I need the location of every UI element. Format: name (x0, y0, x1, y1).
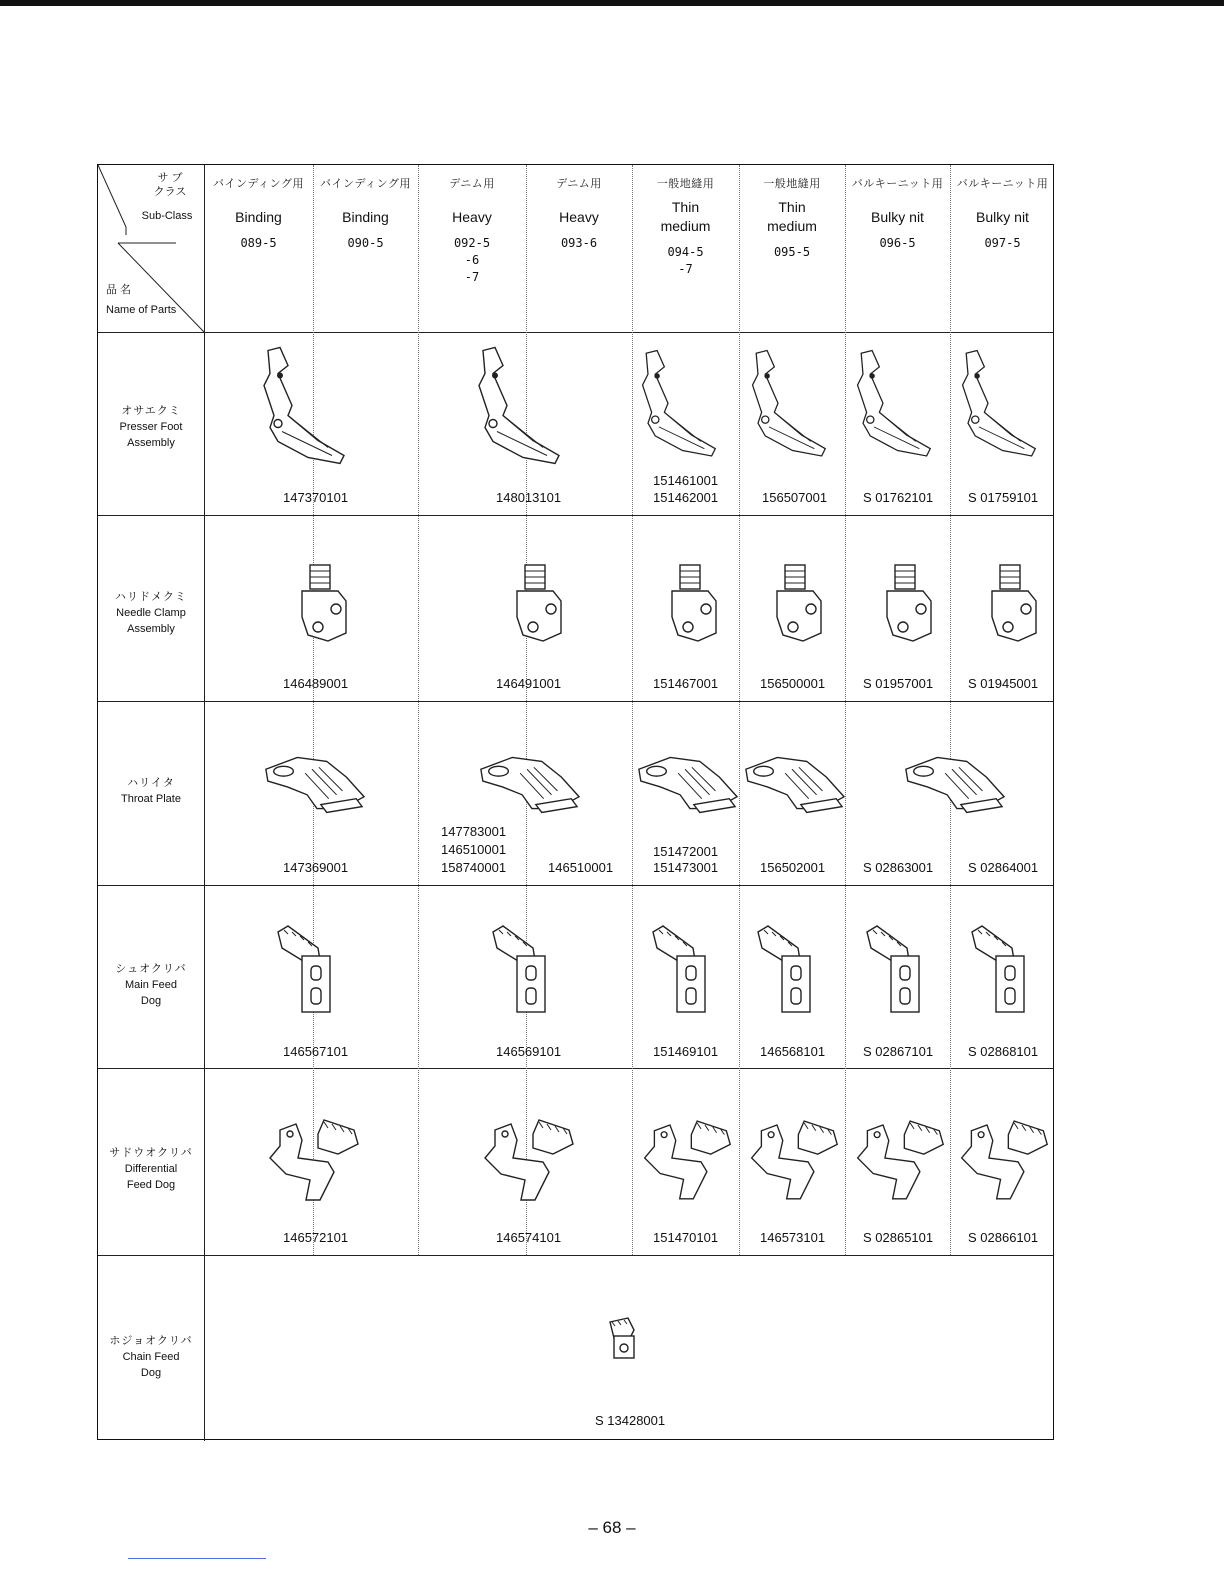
part-number: 151473001 (653, 860, 719, 875)
column-model: 097-5 (984, 236, 1021, 250)
column-divider (950, 165, 951, 1255)
differential-feed-dog-illustration (258, 1110, 366, 1206)
part-number: S 02865101 (863, 1230, 934, 1245)
part-number: 146568101 (760, 1044, 826, 1059)
column-en-label: Bulky nit (976, 209, 1029, 225)
differential-feed-dog-illustration (950, 1110, 1055, 1206)
column-header-7 (845, 175, 950, 252)
column-jp-label: バルキーニット用 (851, 178, 944, 190)
part-number: 146574101 (496, 1230, 562, 1245)
presser-foot-illustration (948, 343, 1048, 468)
column-model: 095-5 (773, 245, 811, 259)
part-number: 156507001 (762, 490, 828, 505)
column-en-label: Thin (778, 199, 806, 215)
column-divider (845, 165, 846, 1255)
part-number: S 02868101 (968, 1044, 1039, 1059)
part-number: S 02866101 (968, 1230, 1039, 1245)
row-divider (98, 515, 1053, 516)
column-jp-label: バインディング用 (213, 178, 304, 190)
column-en-label: Heavy (559, 209, 599, 225)
subclass-jp-label: サ ブ クラス (153, 172, 187, 198)
column-header-8 (950, 175, 1055, 252)
column-divider (632, 165, 633, 1255)
part-number: S 13428001 (595, 1413, 666, 1428)
part-number: S 01759101 (968, 490, 1039, 505)
main-feed-dog-illustration (268, 920, 340, 1016)
throat-plate-illustration (258, 747, 368, 819)
part-number: S 02867101 (863, 1044, 934, 1059)
part-number: S 01945001 (968, 676, 1039, 691)
row-label-needle-clamp: ハリドメクミ Needle Clamp Assembly (115, 591, 187, 635)
part-number: 151472001 (653, 844, 719, 859)
column-divider (313, 165, 314, 1255)
column-model: 092-5 (453, 236, 491, 250)
part-number: S 01957001 (863, 676, 934, 691)
presser-foot-illustration (628, 343, 728, 468)
parts-en-label: Name of Parts (106, 304, 177, 316)
column-divider (418, 165, 419, 1255)
part-number: 146510001 (441, 842, 507, 857)
differential-feed-dog-illustration (846, 1110, 951, 1206)
row-label-presser-foot: オサエクミ Presser Foot Assembly (119, 405, 183, 449)
row-divider (98, 701, 1053, 702)
part-number: 147369001 (283, 860, 349, 875)
part-number: S 01762101 (863, 490, 934, 505)
throat-plate-illustration (738, 747, 848, 819)
top-border-bar (0, 0, 1224, 6)
needle-clamp-illustration (873, 561, 937, 645)
part-number: 146573101 (760, 1230, 826, 1245)
needle-clamp-illustration (658, 561, 722, 645)
row-label-differential-feed-dog: サドウオクリバ Differential Feed Dog (109, 1147, 193, 1191)
page-number: – 68 – (588, 1518, 636, 1537)
column-en-label: Heavy (452, 209, 492, 225)
part-number: 147783001 (441, 824, 507, 839)
column-header-2 (313, 175, 418, 252)
column-en-label: medium (767, 218, 817, 234)
part-number: 156502001 (760, 860, 826, 875)
parts-jp-label: 品 名 (106, 284, 132, 296)
column-jp-label: デニム用 (449, 178, 495, 190)
needle-clamp-illustration (763, 561, 827, 645)
differential-feed-dog-illustration (740, 1110, 845, 1206)
throat-plate-illustration (898, 747, 1008, 819)
main-feed-dog-illustration (853, 920, 933, 1016)
column-model: 090-5 (347, 236, 384, 250)
column-en-label: Binding (342, 209, 389, 225)
chain-feed-dog-illustration (604, 1315, 644, 1367)
column-en-label: Bulky nit (871, 209, 924, 225)
presser-foot-illustration (248, 343, 358, 473)
part-number: 146491001 (496, 676, 562, 691)
column-header-6 (739, 175, 845, 261)
column-model: -7 (678, 262, 693, 276)
part-number: 146489001 (283, 676, 349, 691)
main-feed-dog-illustration (958, 920, 1038, 1016)
throat-plate-illustration (631, 747, 741, 819)
column-header-4 (526, 175, 632, 252)
presser-foot-illustration (738, 343, 838, 468)
parts-table (97, 164, 1054, 1440)
column-model: 094-5 (667, 245, 704, 259)
column-header-3 (418, 175, 526, 286)
column-jp-label: バインディング用 (320, 178, 411, 190)
part-number: 146569101 (496, 1044, 562, 1059)
row-divider (98, 885, 1053, 886)
part-number: S 02863001 (863, 860, 934, 875)
column-jp-label: 一般地縫用 (763, 178, 821, 190)
column-jp-label: バルキーニット用 (956, 178, 1049, 190)
differential-feed-dog-illustration (473, 1110, 581, 1206)
row-divider (98, 332, 1053, 333)
part-number: 151467001 (653, 676, 719, 691)
main-feed-dog-illustration (643, 920, 715, 1016)
subclass-en-label: Sub-Class (141, 210, 193, 222)
column-jp-label: デニム用 (556, 178, 602, 190)
column-divider (739, 165, 740, 1255)
column-divider (526, 165, 527, 1255)
column-model: -7 (464, 270, 480, 284)
label-column-divider (204, 165, 205, 1441)
part-number: 146510001 (548, 860, 614, 875)
column-model: -6 (464, 253, 480, 267)
footer-rule (128, 1558, 266, 1559)
main-feed-dog-illustration (748, 920, 820, 1016)
part-number: 146567101 (283, 1044, 349, 1059)
needle-clamp-illustration (288, 561, 352, 645)
part-number: 156500001 (760, 676, 826, 691)
column-header-5 (632, 175, 739, 278)
part-number: 148013101 (496, 490, 562, 505)
column-model: 096-5 (879, 236, 916, 250)
throat-plate-illustration (473, 747, 583, 819)
column-en-label: Binding (235, 209, 282, 225)
row-divider (98, 1068, 1053, 1069)
column-en-label: Thin (671, 199, 700, 215)
part-number: S 02864001 (968, 860, 1039, 875)
presser-foot-illustration (463, 343, 573, 473)
main-feed-dog-illustration (483, 920, 555, 1016)
column-jp-label: 一般地縫用 (656, 178, 715, 190)
column-header-1 (204, 175, 313, 252)
column-model: 093-6 (560, 236, 598, 250)
differential-feed-dog-illustration (633, 1110, 738, 1206)
part-number: 158740001 (441, 860, 507, 875)
part-number: 146572101 (283, 1230, 349, 1245)
column-model: 089-5 (240, 236, 277, 250)
needle-clamp-illustration (503, 561, 567, 645)
part-number: 151469101 (653, 1044, 719, 1059)
needle-clamp-illustration (978, 561, 1042, 645)
column-en-label: medium (660, 218, 711, 234)
part-number: 147370101 (283, 490, 349, 505)
row-divider (98, 1255, 1053, 1256)
part-number: 151461001 (653, 473, 719, 488)
part-number: 151462001 (653, 490, 719, 505)
row-label-throat-plate: ハリイタ Throat Plate (121, 777, 181, 805)
presser-foot-illustration (843, 343, 943, 468)
part-number: 151470101 (653, 1230, 719, 1245)
row-label-main-feed-dog: シュオクリバ Main Feed Dog (115, 963, 187, 1007)
row-label-chain-feed-dog: ホジョオクリバ Chain Feed Dog (109, 1335, 193, 1379)
